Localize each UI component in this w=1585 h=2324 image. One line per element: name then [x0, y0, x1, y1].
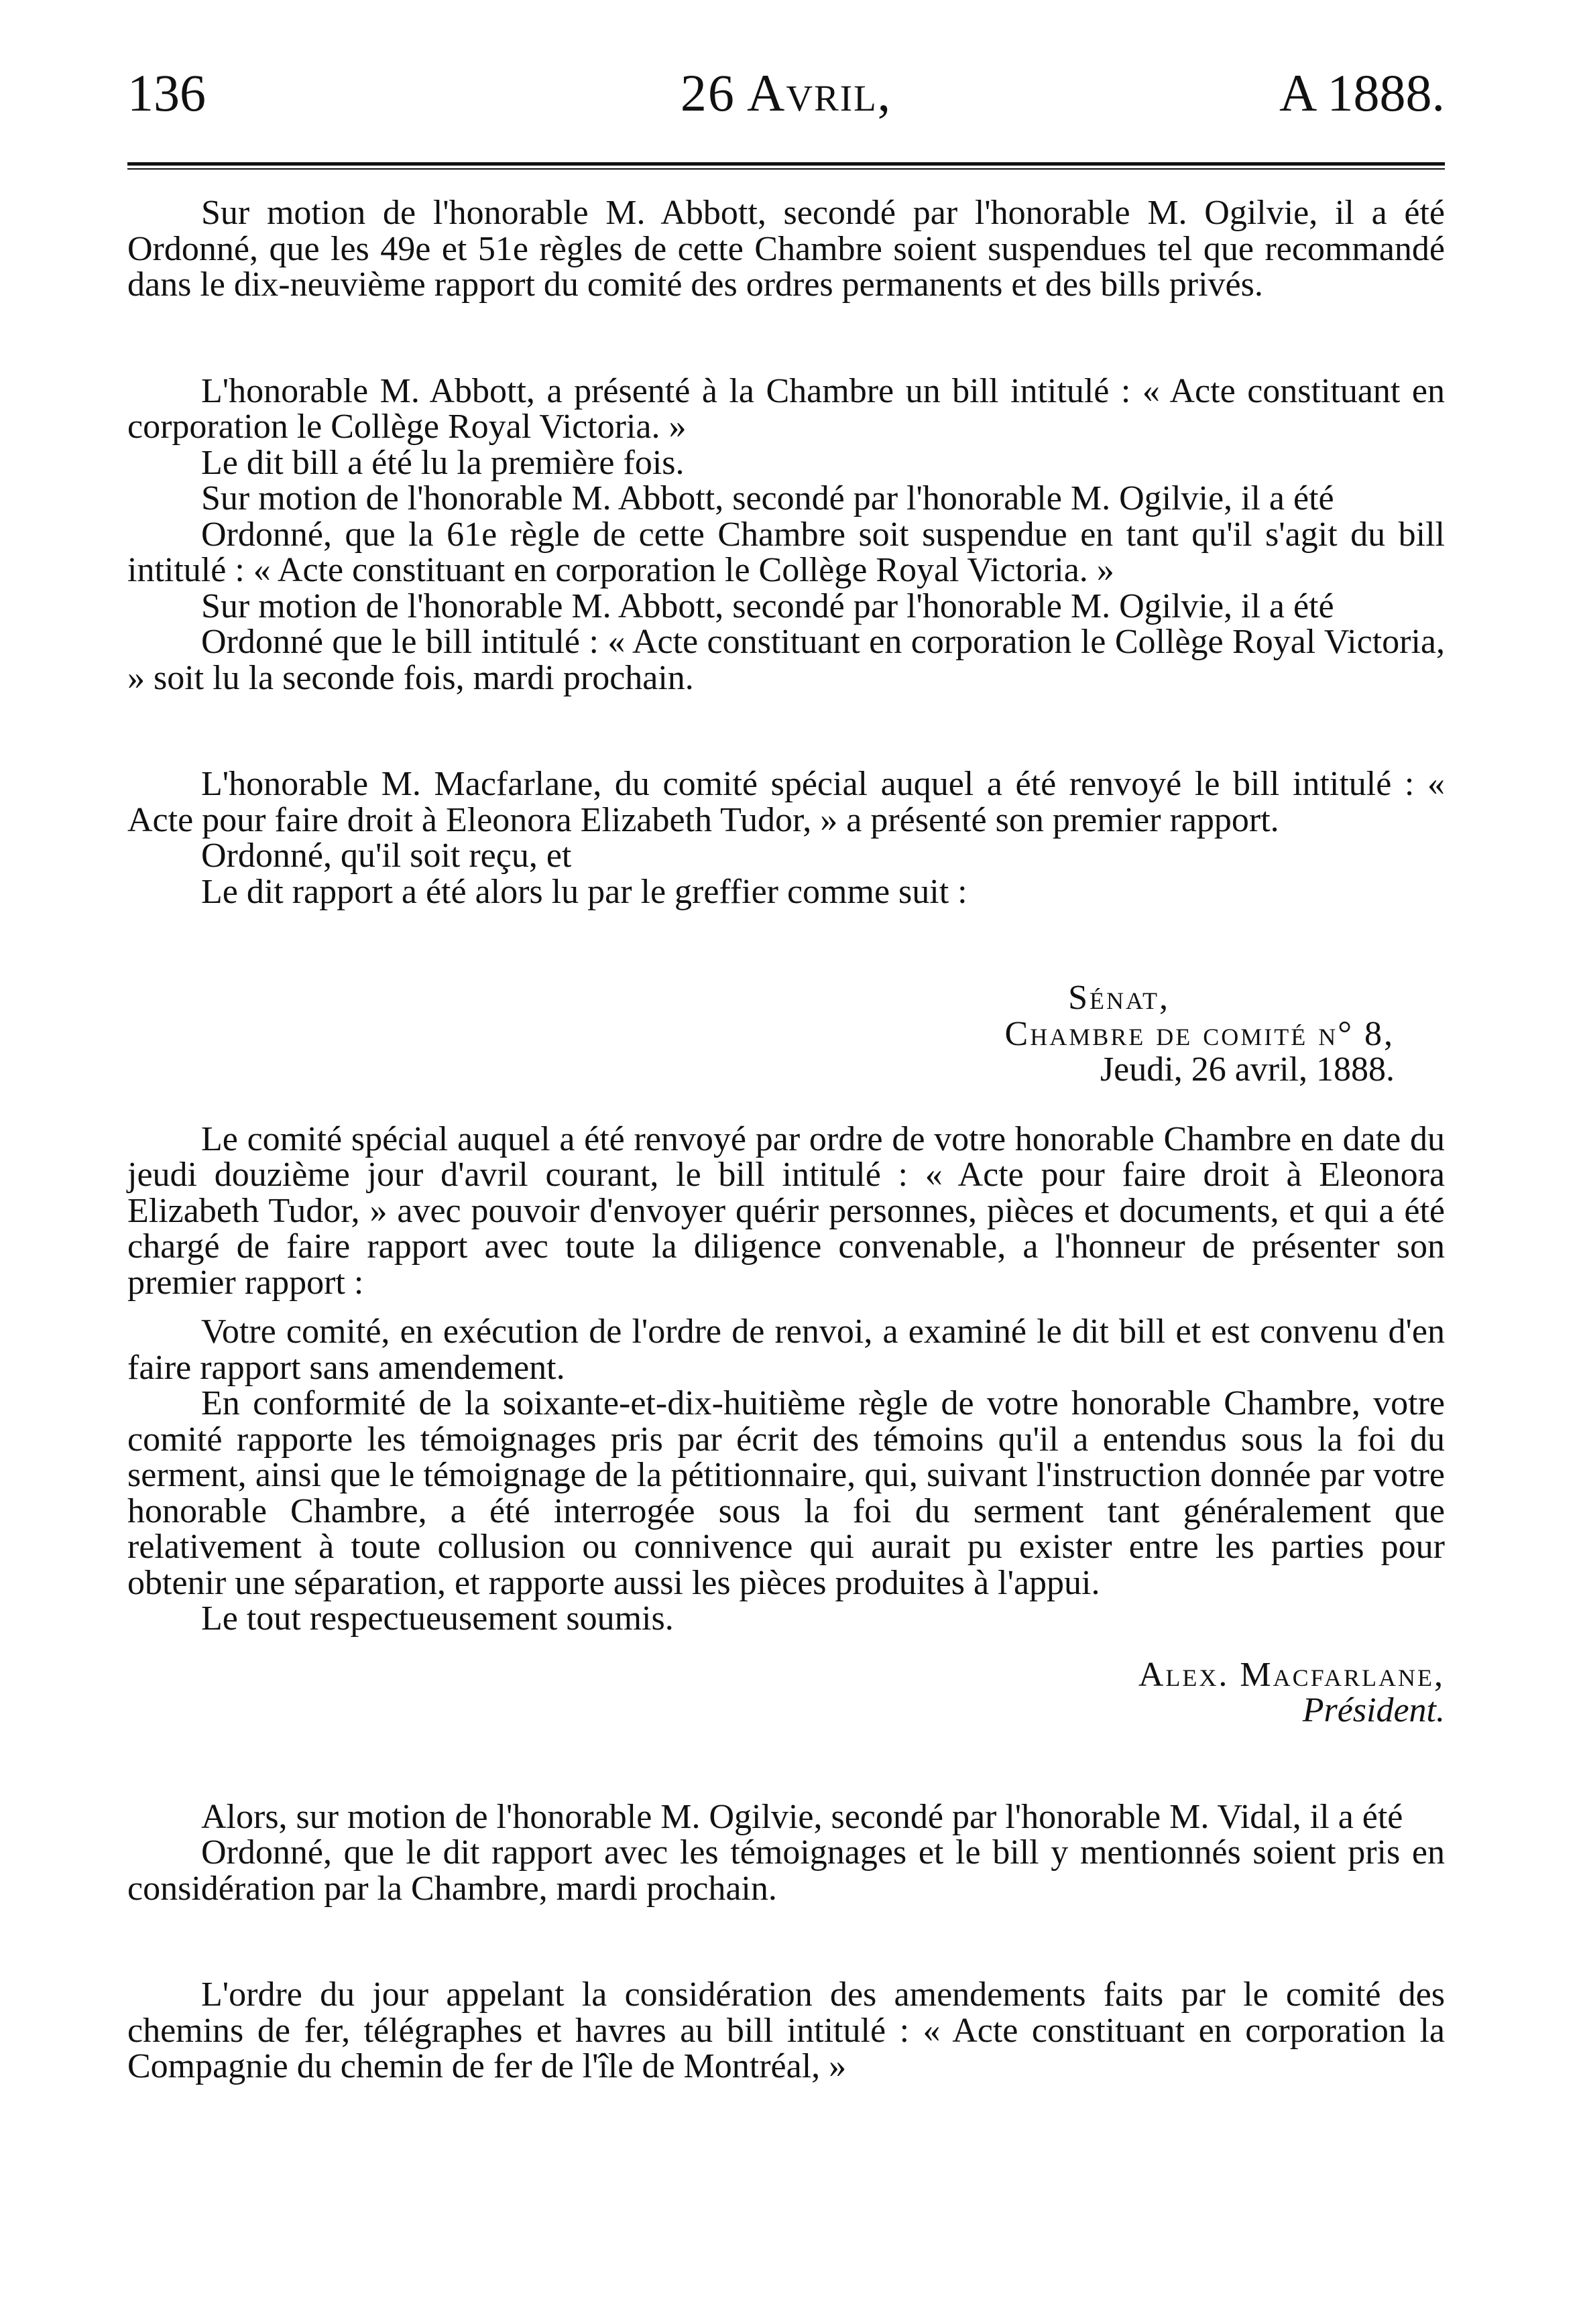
paragraph: L'ordre du jour appelant la considération des amendements faits par le comité des chemins de fer, télégraphes et havres au bill intitulé : « Acte constituant en corporation la Compagnie du chemin de fer de l'île de Montréal, » [127, 1975, 1445, 2085]
paragraph: Le dit rapport a été alors lu par le greffier comme suit : [201, 872, 967, 911]
paragraph: L'honorable M. Abbott, a présenté à la Chambre un bill intitulé : « Acte constituant en corporation le Collège Royal Victoria. » [127, 371, 1445, 446]
paragraph: L'honorable M. Macfarlane, du comité spécial auquel a été renvoyé le bill intitulé : « Acte pour faire droit à Eleonora Elizabeth Tudor, » a présenté son premier rapport. [127, 765, 1445, 839]
paragraph: Sur motion de l'honorable M. Abbott, secondé par l'honorable M. Ogilvie, il a été Ordonné, que les 49e et 51e règles de cette Chambre soient suspendues tel que recommandé dans le dix-neuvième rapport du comité des ordres permanents et des bills privés. [127, 194, 1445, 304]
page-number: 136 [127, 64, 206, 122]
header-rule [127, 162, 1445, 170]
running-header [127, 64, 1445, 127]
paragraph: Le comité spécial auquel a été renvoyé par ordre de votre honorable Chambre en date du jeudi douzième jour d'avril courant, le bill intitulé : « Acte pour faire droit à Eleonora Elizabeth Tudor, » avec pouvoir d'envoyer quérir personnes, pièces et documents, et qui a été chargé de faire rapport avec toute la diligence convenable, a l'honneur de présenter son premier rapport : [127, 1119, 1445, 1302]
report-heading-senat: Sénat, [1068, 979, 1170, 1017]
report-date: Jeudi, 26 avril, 1888. [1100, 1050, 1395, 1089]
paragraph: Le dit bill a été lu la première fois. [201, 443, 685, 482]
paragraph: Le tout respectueusement soumis. [201, 1599, 674, 1638]
paragraph: Ordonné, que la 61e règle de cette Chambre soit suspendue en tant qu'il s'agit du bill intitulé : « Acte constituant en corporation le Collège Royal Victoria. » [127, 515, 1445, 589]
paragraph: Ordonné, que le dit rapport avec les témoignages et le bill y mentionnés soient pris en considération par la Chambre, mardi prochain. [127, 1833, 1445, 1908]
header-date: 26 Avril, [680, 64, 892, 122]
paragraph: Ordonné que le bill intitulé : « Acte constituant en corporation le Collège Royal Victoria, » soit lu la seconde fois, mardi prochain. [127, 623, 1445, 697]
paragraph: Votre comité, en exécution de l'ordre de renvoi, a examiné le dit bill et est convenu d'en faire rapport sans amendement. [127, 1312, 1445, 1387]
paragraph: Alors, sur motion de l'honorable M. Ogilvie, secondé par l'honorable M. Vidal, il a été [201, 1797, 1403, 1836]
paragraph: En conformité de la soixante-et-dix-huitième règle de votre honorable Chambre, votre comité rapporte les témoignages pris par écrit des témoins qu'il a entendus sous la foi du serment, ainsi que le témoignage de la pétitionnaire, qui, suivant l'instruction donnée par votre honorable Chambre, a été interrogée sous la foi du serment tant généralement que relativement à toute collusion ou connivence qui aurait pu exister entre les parties pour obtenir une séparation, et rapporte aussi les pièces produites à l'appui. [127, 1384, 1445, 1602]
header-year: A 1888. [1279, 64, 1445, 122]
paragraph: Sur motion de l'honorable M. Abbott, secondé par l'honorable M. Ogilvie, il a été [201, 479, 1334, 517]
paragraph: Ordonné, qu'il soit reçu, et [201, 837, 572, 875]
report-heading-chambre: Chambre de comité n° 8, [1004, 1014, 1395, 1053]
signature-name: Alex. Macfarlane, [1138, 1655, 1445, 1694]
signature-title: Président. [1302, 1691, 1445, 1729]
journal-text [127, 195, 1445, 2085]
document-page [127, 64, 1445, 2085]
paragraph: Sur motion de l'honorable M. Abbott, secondé par l'honorable M. Ogilvie, il a été [201, 587, 1334, 625]
